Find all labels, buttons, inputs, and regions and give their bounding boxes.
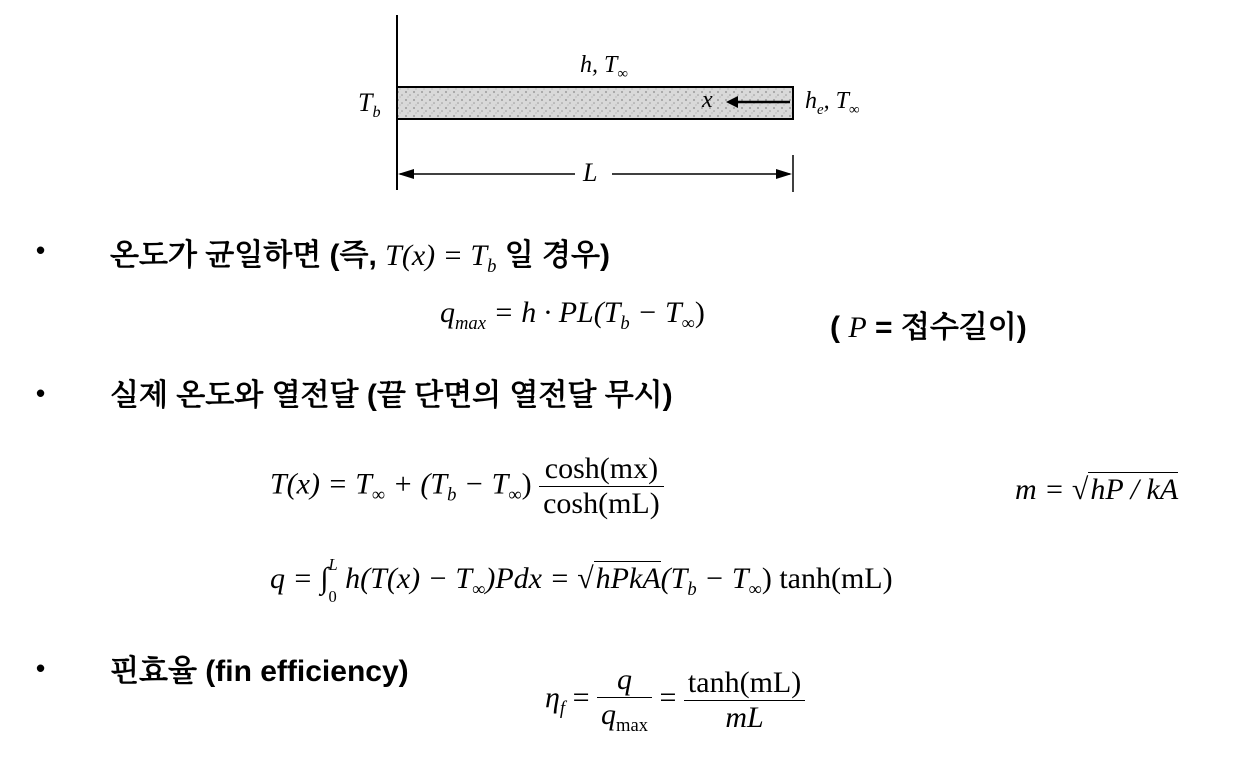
temperature-distribution-equation: $T(x) = T_\infty + (T_b - T_\infty)$ $\frac{\cosh(mx)}{\cosh(mL)}$ bbox=[270, 452, 664, 521]
bullet-1: • bbox=[36, 235, 46, 265]
length-label: L bbox=[583, 158, 598, 187]
section1-heading: 온도가 균일하면 (즉, $T(x) = T_b$ 일 경우) bbox=[110, 239, 610, 277]
x-label: x bbox=[702, 87, 713, 113]
top-convection-label: h, $T_\infty$ bbox=[580, 52, 628, 82]
heat-transfer-equation: q = ∫ L 0 $h(T(x) - T_\infty)Pdx$ = $√hPkA(T_b - T_\infty)$ tanh(mL) bbox=[270, 555, 893, 607]
qmax-equation: $q_{max} = h \cdot PL(T_b - T_\infty)$ bbox=[440, 296, 705, 334]
m-definition: m = √hP / kA bbox=[1015, 473, 1179, 506]
perimeter-note: ( P = 접수길이) bbox=[830, 311, 1027, 344]
base-temp-label: $T_b$ bbox=[358, 88, 381, 122]
tip-convection-label: $h_e$, $T_\infty$ bbox=[805, 88, 860, 118]
section2-heading: 실제 온도와 열전달 (끝 단면의 열전달 무시) bbox=[110, 379, 673, 412]
bullet-3: • bbox=[36, 653, 46, 683]
cosh-fraction: $\frac{\cosh(mx)}{\cosh(mL)}$ bbox=[539, 452, 664, 521]
fin-diagram bbox=[340, 10, 900, 200]
tanh-fraction: $\frac{\tanh(mL)}{mL}$ bbox=[684, 666, 805, 735]
q-ratio-fraction: $\frac{q}{q_{max}}$ bbox=[597, 663, 652, 737]
fin-efficiency-equation: $\eta_f$ = $\frac{q}{q_{max}}$ = $\frac{\tanh(mL)}{mL}$ bbox=[545, 663, 805, 737]
bullet-2: • bbox=[36, 378, 46, 408]
section3-heading: 핀효율 (fin efficiency) bbox=[110, 655, 409, 688]
